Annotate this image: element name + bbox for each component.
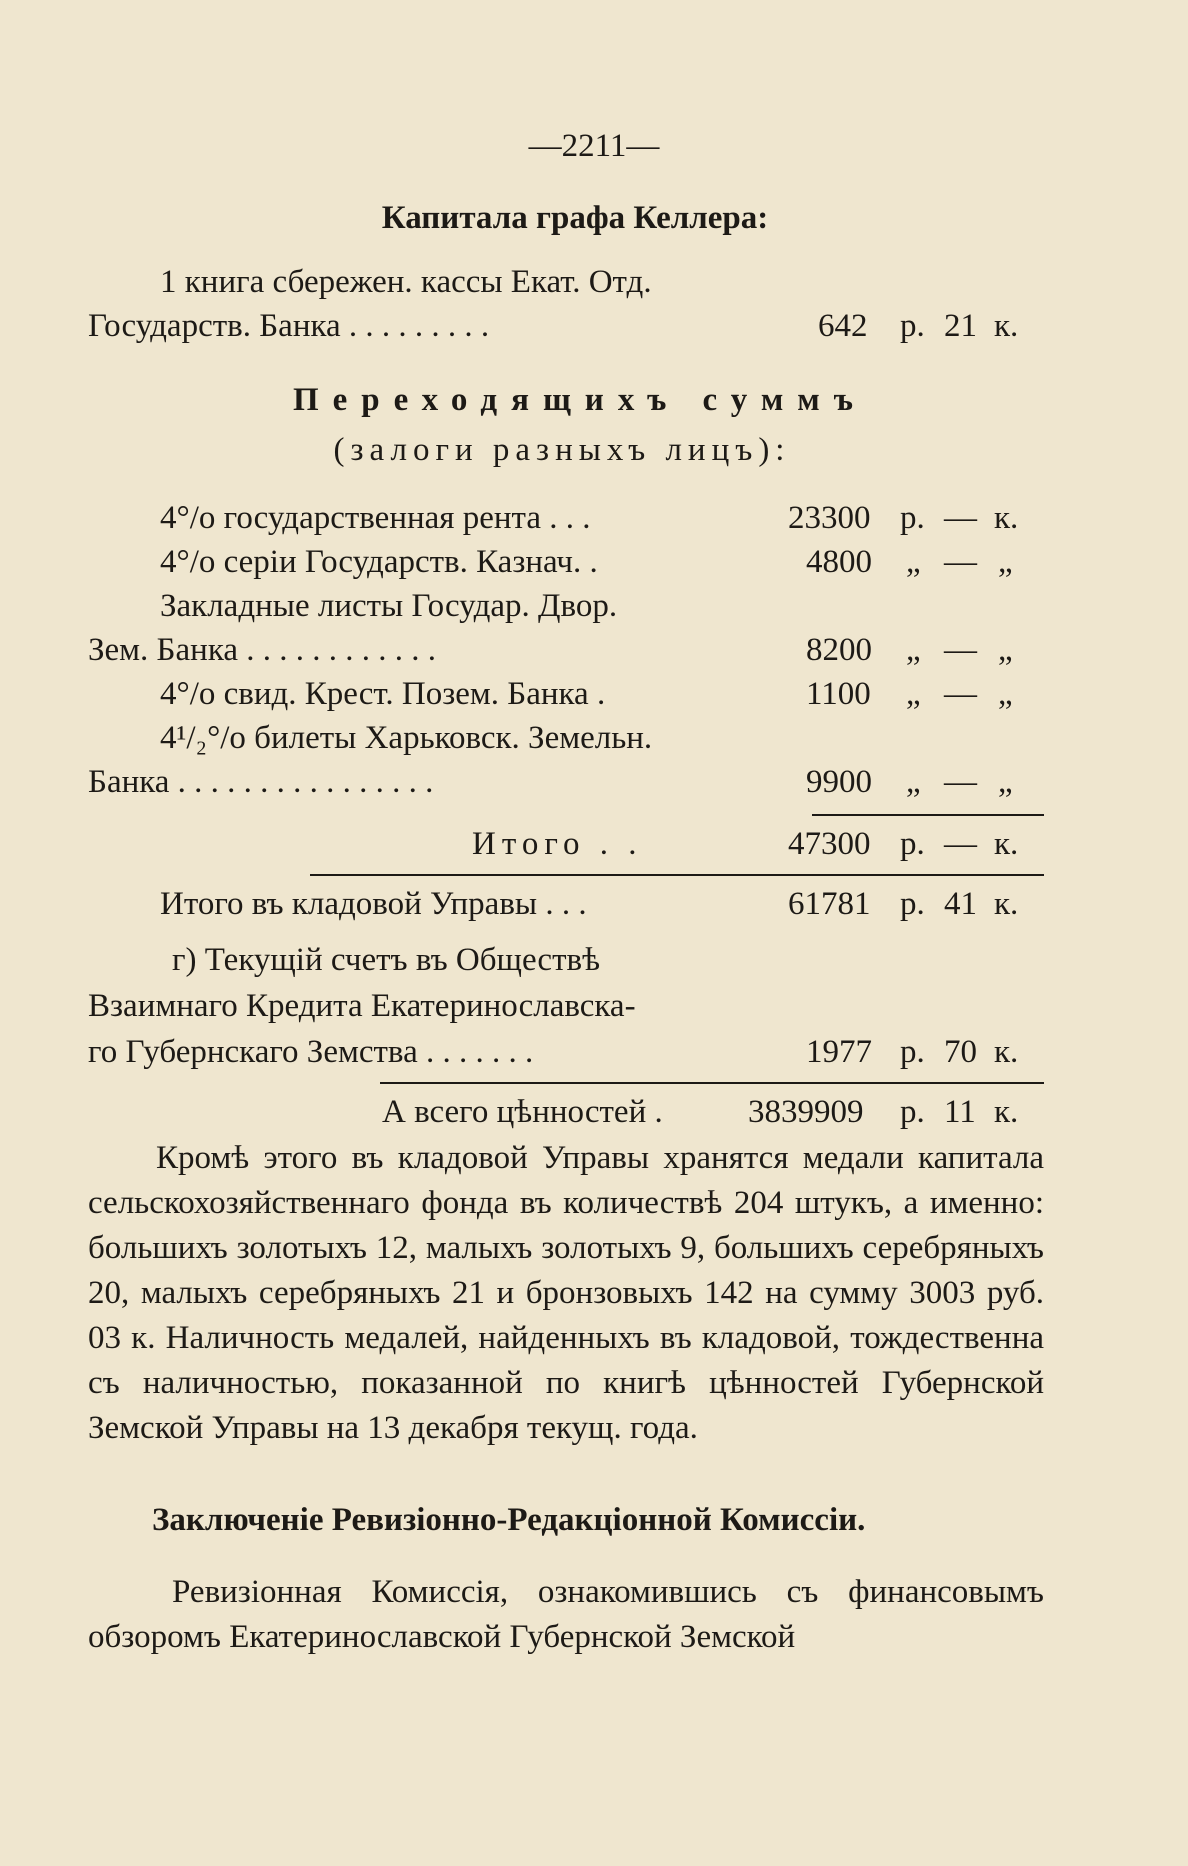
- section-heading-transit: Переходящихъ суммъ: [292, 382, 868, 418]
- conclusion-paragraph: Ревизіонная Комиссія, ознакомившись съ финансовымъ обзоромъ Екатеринославской Губернской Земской: [88, 1574, 1044, 1655]
- vault-total-k: 41: [944, 886, 977, 922]
- transit-total-k: к.: [994, 826, 1019, 862]
- vault-total-label: Итого въ кладовой Управы . . .: [160, 886, 587, 922]
- keller-k: 21: [944, 308, 977, 344]
- grand-total-amount: 3839909: [748, 1094, 864, 1130]
- current-account-line-3: го Губернскаго Земства . . . . . . .: [88, 1034, 534, 1070]
- grand-total-rule: [380, 1082, 1044, 1084]
- transit-row-amount: 8200: [806, 632, 872, 668]
- transit-row-k: „: [998, 544, 1013, 580]
- keller-line-2-label: Государств. Банка . . . . . . . . .: [88, 308, 490, 344]
- current-account-k-unit: к.: [994, 1034, 1019, 1070]
- transit-total-label: Итого . .: [472, 826, 643, 862]
- transit-row-amount: 9900: [806, 764, 872, 800]
- transit-row-amount: 23300: [788, 500, 871, 536]
- transit-total-amount: 47300: [788, 826, 871, 862]
- transit-row-r: „: [906, 764, 921, 800]
- current-account-line-1: г) Текущій счетъ въ Обществѣ: [172, 942, 600, 978]
- total-rule: [310, 874, 1044, 876]
- transit-row-r: „: [906, 544, 921, 580]
- transit-row-dash: —: [944, 676, 977, 712]
- transit-row-amount: 1100: [806, 676, 871, 712]
- transit-row-label: Зем. Банка . . . . . . . . . . . .: [88, 632, 436, 668]
- keller-k-unit: к.: [994, 308, 1019, 344]
- transit-row-dash: —: [944, 632, 977, 668]
- conclusion-heading: Заключеніе Ревизіонно-Редакціонной Комиссіи.: [152, 1502, 866, 1538]
- current-account-line-2: Взаимнаго Кредита Екатеринославска-: [88, 988, 636, 1024]
- transit-row-dash: —: [944, 544, 977, 580]
- page-number: —2211—: [528, 128, 660, 164]
- keller-r: р.: [900, 308, 925, 344]
- grand-total-k-unit: к.: [994, 1094, 1019, 1130]
- vault-total-r: р.: [900, 886, 925, 922]
- section-subheading-transit: (залоги разныхъ лицъ):: [333, 432, 791, 468]
- transit-row-k: „: [998, 632, 1013, 668]
- transit-row-label: 4°/o государственная рента . . .: [160, 500, 591, 536]
- transit-total-dash: —: [944, 826, 977, 862]
- transit-total-r: р.: [900, 826, 925, 862]
- current-account-k: 70: [944, 1034, 977, 1070]
- transit-row-label: 4°/o свид. Крест. Позем. Банка .: [160, 676, 606, 712]
- transit-row-r: „: [906, 632, 921, 668]
- keller-line-1: 1 книга сбережен. кассы Екат. Отд.: [160, 264, 652, 300]
- transit-row-label: 4¹/₂°/o билеты Харьковск. Земельн.: [160, 720, 653, 756]
- transit-row-label: Закладные листы Государ. Двор.: [160, 588, 618, 624]
- transit-row-label: 4°/o серіи Государств. Казнач. .: [160, 544, 598, 580]
- vault-total-k-unit: к.: [994, 886, 1019, 922]
- vault-total-amount: 61781: [788, 886, 871, 922]
- transit-row-dash: —: [944, 500, 977, 536]
- keller-amount: 642: [818, 308, 868, 344]
- grand-total-r: р.: [900, 1094, 925, 1130]
- grand-total-label: А всего цѣнностей .: [382, 1094, 663, 1130]
- medals-paragraph: Кромѣ этого въ кладовой Управы хранятся медали капитала сельскохозяйственнаго фонда въ количествѣ 204 штукъ, а именно: большихъ золотыхъ 12, малыхъ золотыхъ 9, большихъ серебряныхъ 20, малыхъ серебряныхъ 21 и бронзовыхъ 142 на сумму 3003 руб. 03 к. Наличность медалей, найденныхъ въ кладовой, тождественна съ наличностью, показанной по книгѣ цѣнностей Губернской Земской Управы на 13 декабря текущ. года.: [88, 1140, 1044, 1446]
- transit-row-dash: —: [944, 764, 977, 800]
- transit-row-r: р.: [900, 500, 925, 536]
- section-heading-keller: Капитала графа Келлера:: [381, 200, 769, 236]
- transit-row-k: к.: [994, 500, 1019, 536]
- transit-row-r: „: [906, 676, 921, 712]
- grand-total-k: 11: [944, 1094, 976, 1130]
- transit-row-amount: 4800: [806, 544, 872, 580]
- transit-row-k: „: [998, 676, 1013, 712]
- current-account-r: р.: [900, 1034, 925, 1070]
- transit-row-k: „: [998, 764, 1013, 800]
- current-account-amount: 1977: [806, 1034, 872, 1070]
- subtotal-rule: [812, 814, 1044, 816]
- transit-row-label: Банка . . . . . . . . . . . . . . . .: [88, 764, 434, 800]
